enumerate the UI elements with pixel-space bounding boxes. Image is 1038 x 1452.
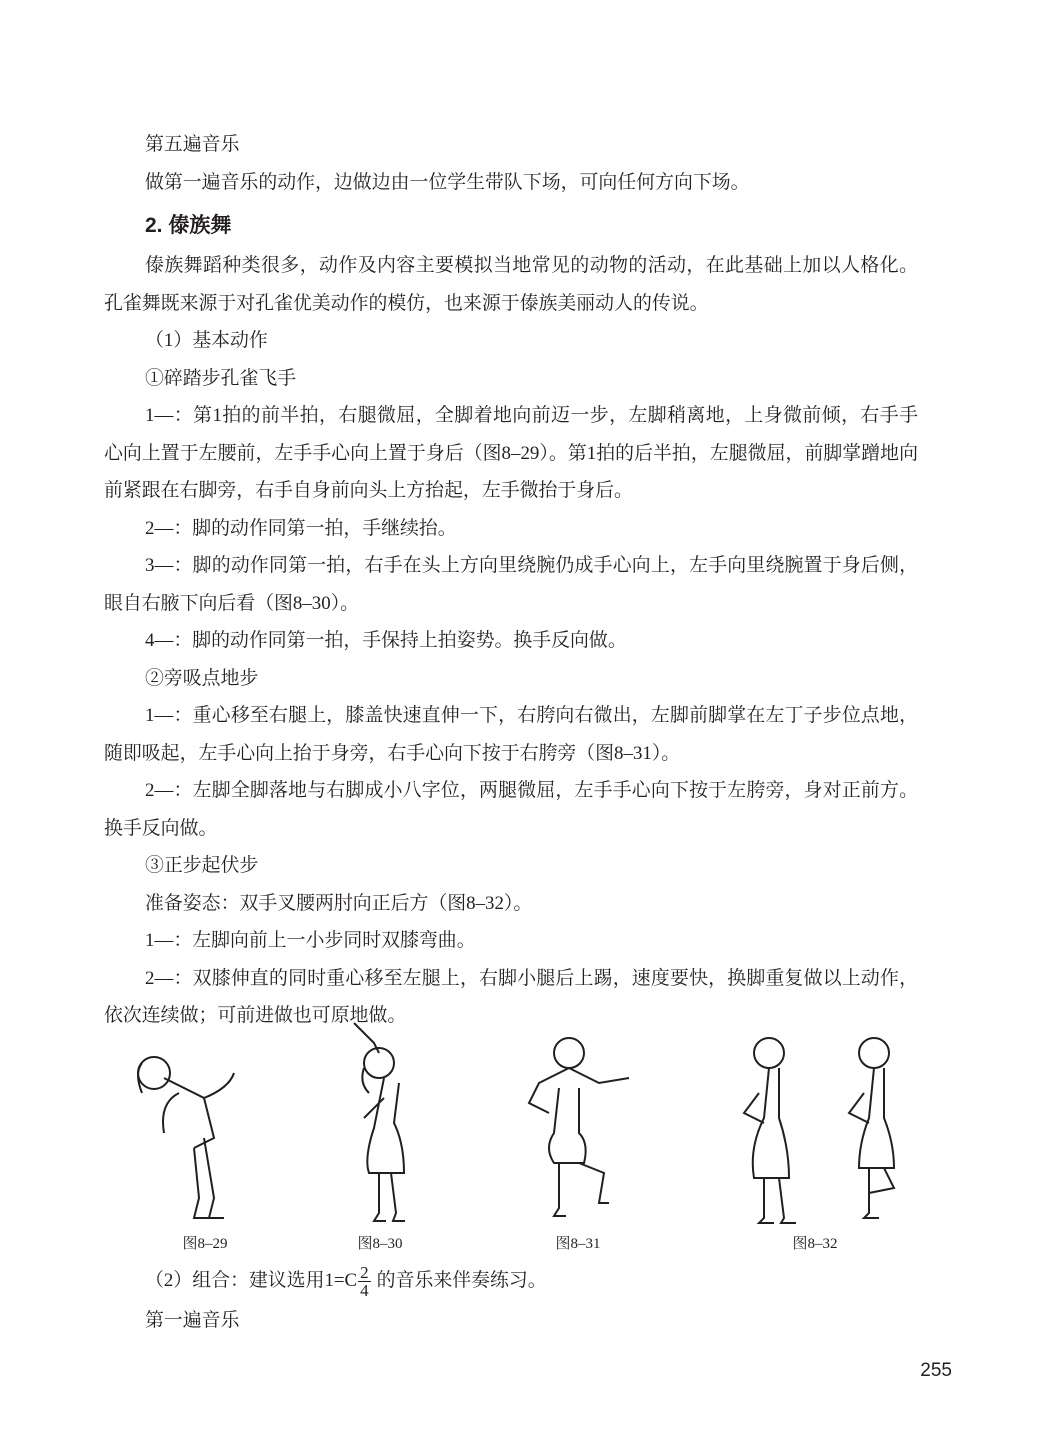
- figure-caption: 图8–32: [792, 1236, 838, 1252]
- paragraph: 4—：脚的动作同第一拍，手保持上拍姿势。换手反向做。: [145, 630, 627, 651]
- paragraph: 第一遍音乐: [145, 1310, 240, 1331]
- time-signature: [358, 1264, 371, 1299]
- combo-prefix: （2）组合：建议选用1=C: [145, 1270, 358, 1291]
- paragraph: 第五遍音乐: [145, 134, 240, 155]
- paragraph: 1—：第1拍的前半拍，右腿微屈，全脚着地向前迈一步，左脚稍离地，上身微前倾，右手手心向上置于左腰前，左手手心向上置于身后（图8–29）。第1拍的后半拍，左腿微屈，前脚掌蹭地向前紧跟在右脚旁，右手自身前向头上方抬起，左手微抬于身后。: [104, 405, 918, 501]
- paragraph: 2—：脚的动作同第一拍，手继续抬。: [145, 517, 457, 539]
- step-title: ②旁吸点地步: [145, 667, 259, 689]
- time-signature-denominator: 4: [360, 1281, 369, 1301]
- figure-illustrations: [104, 1018, 918, 1233]
- paragraph: 3—：脚的动作同第一拍，右手在头上方向里绕腕仍成手心向上，左手向里绕腕置于身后侧，眼自右腋下向后看（图8–30）。: [104, 555, 918, 614]
- paragraph: 做第一遍音乐的动作，边做边由一位学生带队下场，可向任何方向下场。: [145, 171, 750, 193]
- figure-caption: 图8–30: [357, 1236, 403, 1252]
- step-title: ③正步起伏步: [145, 855, 259, 876]
- figure-caption: 图8–29: [182, 1236, 228, 1252]
- paragraph: 1—：重心移至右腿上，膝盖快速直伸一下，右胯向右微出，左脚前脚掌在左丁子步位点地，随即吸起，左手心向上抬于身旁，右手心向下按于右胯旁（图8–31）。: [104, 705, 918, 764]
- dancer-illustration-8-31: [514, 1018, 644, 1233]
- dancer-illustration-8-29: [124, 1018, 244, 1233]
- paragraph: 准备姿态：双手叉腰两肘向正后方（图8–32）。: [145, 892, 533, 914]
- subheading: （1）基本动作: [145, 330, 268, 351]
- section-heading: 2. 傣族舞: [145, 214, 232, 237]
- dancer-illustration-8-30: [329, 1018, 439, 1233]
- paragraph: 2—：左脚全脚落地与右脚成小八字位，两腿微屈，左手手心向下按于左胯旁，身对正前方。换手反向做。: [104, 780, 918, 839]
- paragraph: 傣族舞蹈种类很多，动作及内容主要模拟当地常见的动物的活动，在此基础上加以人格化。孔雀舞既来源于对孔雀优美动作的模仿，也来源于傣族美丽动人的传说。: [104, 255, 918, 314]
- body-text: [104, 126, 918, 1035]
- figure-caption: 图8–31: [555, 1236, 601, 1252]
- step-title: ①碎踏步孔雀飞手: [145, 367, 297, 389]
- paragraph: 1—：左脚向前上一小步同时双膝弯曲。: [145, 930, 476, 951]
- paragraph: 2—：双膝伸直的同时重心移至左腿上，右脚小腿后上踢，速度要快，换脚重复做以上动作，依次连续做；可前进做也可原地做。: [104, 967, 918, 1026]
- time-signature-numerator: 2: [360, 1263, 369, 1283]
- dancer-illustration-8-32: [729, 1018, 919, 1233]
- combination-line: [145, 1262, 547, 1299]
- combo-suffix: 的音乐来伴奏练习。: [376, 1270, 547, 1291]
- page-number: 255: [920, 1360, 952, 1381]
